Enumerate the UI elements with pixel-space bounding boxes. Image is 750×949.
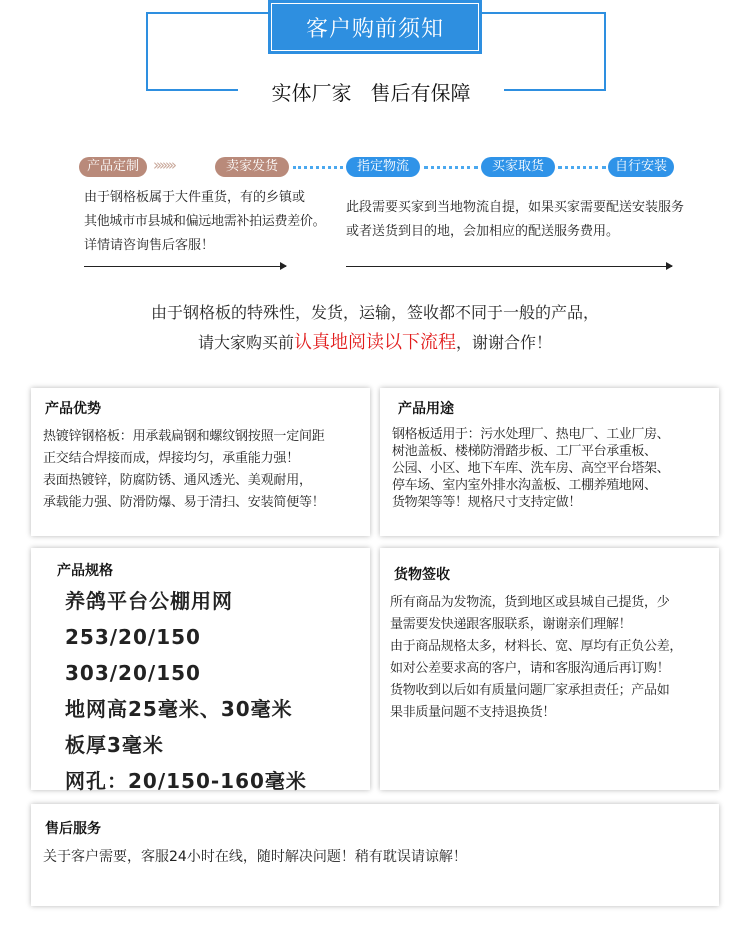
card-body: 关于客户需要，客服24小时在线，随时解决问题！稍有耽误请谅解！	[43, 849, 467, 865]
notice-highlight: 认真地阅读以下流程	[294, 332, 456, 353]
body-line: 如对公差要求高的客户，请和客服沟通后再订购！	[390, 661, 670, 676]
card-title: 售后服务	[45, 821, 101, 837]
dotted-connector	[558, 166, 606, 169]
process-left-line: 其他城市市县城和偏远地需补拍运费差价。	[84, 214, 326, 229]
body-line: 量需要发快递跟客服联系，谢谢亲们理解！	[390, 617, 632, 632]
chevron-arrows-icon: ›››››››	[153, 156, 174, 174]
body-line: 承载能力强、防滑防爆、易于清扫、安装简便等！	[43, 495, 325, 510]
dotted-connector	[424, 166, 478, 169]
card-product-usage	[380, 388, 719, 536]
arrow-right-icon	[346, 266, 672, 267]
body-line: 热镀锌钢格板：用承载扁钢和螺纹钢按照一定间距	[43, 429, 325, 444]
notice-line-1: 由于钢格板的特殊性，发货，运输，签收都不同于一般的产品，	[150, 303, 599, 322]
notice-line-2	[0, 328, 750, 354]
body-line: 货物架等等！规格尺寸支持定做！	[392, 495, 582, 510]
step-buyer-pickup: 买家取货	[481, 157, 555, 177]
card-body	[43, 426, 373, 514]
spec-line: 板厚3毫米	[65, 733, 164, 757]
card-title: 产品规格	[57, 563, 113, 579]
body-line: 由于商品规格太多，材料长、宽、厚均有正负公差，	[390, 639, 683, 654]
body-line: 钢格板适用于：污水处理厂、热电厂、工业厂房、	[392, 427, 670, 442]
spec-line: 网孔：20/150-160毫米	[65, 769, 307, 793]
process-right-line: 或者送货到目的地，会加相应的配送服务费用。	[346, 224, 620, 239]
card-product-advantage	[31, 388, 370, 536]
page-title: 客户购前须知	[271, 3, 479, 51]
card-product-spec	[31, 548, 370, 793]
card-goods-receipt	[380, 548, 719, 790]
notice-suffix: ，谢谢合作！	[456, 333, 553, 352]
card-title: 产品优势	[45, 401, 101, 417]
process-right-text	[346, 196, 726, 244]
page-title-box	[268, 0, 482, 54]
header-frame-line-right	[504, 89, 606, 91]
process-right-line: 此段需要买家到当地物流自提，如果买家需要配送安装服务	[346, 200, 685, 215]
header-frame-line-left	[146, 89, 238, 91]
arrow-right-icon	[84, 266, 286, 267]
body-line: 果非质量问题不支持退换货！	[390, 705, 556, 720]
process-left-line: 详情请咨询售后客服！	[84, 238, 215, 253]
body-line: 树池盖板、楼梯防滑踏步板、工厂平台承重板、	[392, 444, 657, 459]
step-self-install: 自行安装	[608, 157, 674, 177]
body-line: 正交结合焊接而成，焊接均匀，承重能力强！	[43, 451, 300, 466]
dotted-connector	[293, 166, 343, 169]
notice-prefix: 请大家购买前	[197, 333, 294, 352]
card-title: 货物签收	[394, 567, 450, 583]
card-body	[392, 426, 717, 511]
card-title: 产品用途	[398, 401, 454, 417]
spec-list	[65, 583, 365, 799]
card-body	[390, 592, 718, 724]
spec-line: 253/20/150	[65, 625, 201, 649]
body-line: 停车场、室内室外排水沟盖板、工棚养殖地网、	[392, 478, 657, 493]
spec-line: 养鸽平台公棚用网	[65, 589, 233, 613]
body-line: 货物收到以后如有质量问题厂家承担责任；产品如	[390, 683, 670, 698]
body-line: 公园、小区、地下车库、洗车房、高空平台塔架、	[392, 461, 670, 476]
body-line: 所有商品为发物流，货到地区或县城自己提货，少	[390, 595, 670, 610]
spec-line: 303/20/150	[65, 661, 201, 685]
step-product-custom: 产品定制	[79, 157, 147, 177]
process-left-line: 由于钢格板属于大件重货，有的乡镇或	[84, 190, 306, 205]
process-left-text	[84, 186, 344, 258]
spec-line: 地网高25毫米、30毫米	[65, 697, 293, 721]
body-line: 表面热镀锌，防腐防锈、通风透光、美观耐用，	[43, 473, 312, 488]
page-subtitle: 实体厂家 售后有保障	[238, 78, 504, 108]
step-logistics: 指定物流	[346, 157, 420, 177]
step-seller-ship: 卖家发货	[215, 157, 289, 177]
card-after-sales	[31, 804, 719, 906]
